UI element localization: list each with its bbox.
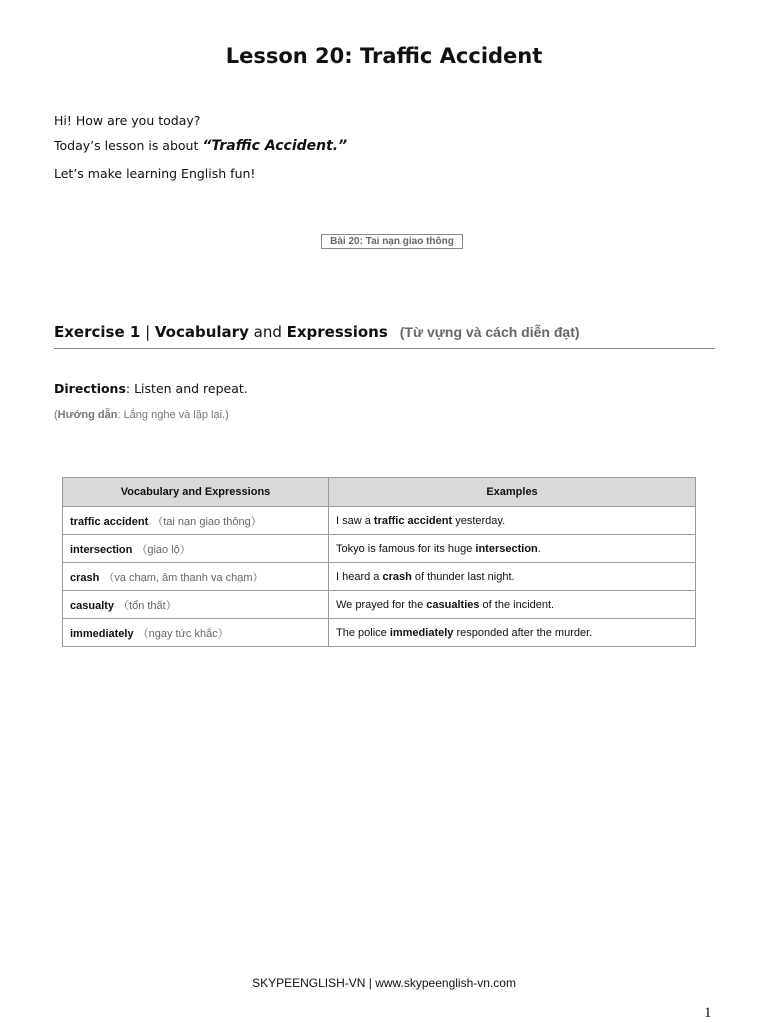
example-post: of the incident. xyxy=(479,598,555,611)
intro-motto: Let’s make learning English fun! xyxy=(54,166,256,181)
term-meaning: （tổn thất） xyxy=(118,599,177,612)
term: traffic accident xyxy=(70,515,149,528)
example-post: responded after the murder. xyxy=(453,626,593,639)
example-pre: Tokyo is famous for its huge xyxy=(336,542,476,555)
term-cell xyxy=(63,535,329,563)
example-pre: I saw a xyxy=(336,514,374,527)
page-title: Lesson 20: Traffic Accident xyxy=(225,44,543,68)
term-cell xyxy=(63,591,329,619)
term-meaning: （giao lộ） xyxy=(136,543,191,556)
directions-vi-text: : Lắng nghe và lặp lại. xyxy=(117,409,226,421)
page-footer: SKYPEENGLISH-VN | www.skypeenglish-vn.com xyxy=(252,976,516,990)
table-header-row xyxy=(63,478,696,507)
table-row xyxy=(63,535,696,563)
term-cell xyxy=(63,563,329,591)
table-row xyxy=(63,563,696,591)
example-pre: We prayed for the xyxy=(336,598,427,611)
exercise-word-vocabulary: Vocabulary xyxy=(154,323,249,341)
term-cell xyxy=(63,619,329,647)
directions-text: : Listen and repeat. xyxy=(125,381,248,396)
example-bold: casualties xyxy=(426,598,480,611)
directions-vietnamese xyxy=(54,409,229,421)
example-bold: immediately xyxy=(389,626,454,639)
intro-greeting: Hi! How are you today? xyxy=(54,113,201,128)
directions-vi-label: Hướng dẫn xyxy=(57,409,118,421)
exercise-heading xyxy=(54,323,715,349)
example-post: of thunder last night. xyxy=(411,570,515,583)
exercise-and: and xyxy=(248,323,287,341)
example-cell xyxy=(329,507,696,535)
example-cell xyxy=(329,563,696,591)
example-cell xyxy=(329,619,696,647)
page-number: 1 xyxy=(704,1005,712,1021)
intro-topic-line xyxy=(54,138,347,154)
example-pre: The police xyxy=(336,626,390,639)
term-meaning: （ngay tức khắc） xyxy=(137,627,229,640)
intro-topic: “Traffic Accident.” xyxy=(202,138,348,154)
term-meaning: （va chạm, âm thanh va chạm） xyxy=(103,571,264,584)
table-row xyxy=(63,507,696,535)
example-bold: intersection xyxy=(475,542,538,555)
table-row xyxy=(63,591,696,619)
term: crash xyxy=(70,571,100,584)
directions-label: Directions xyxy=(54,381,126,396)
example-post: . xyxy=(537,542,541,555)
term-meaning: （tai nạn giao thông） xyxy=(152,515,262,528)
table-row xyxy=(63,619,696,647)
example-post: yesterday. xyxy=(452,514,506,527)
example-cell xyxy=(329,591,696,619)
term: casualty xyxy=(70,599,115,612)
term-cell xyxy=(63,507,329,535)
directions-vi-open: ( xyxy=(54,409,58,421)
example-cell xyxy=(329,535,696,563)
header-vocabulary: Vocabulary and Expressions xyxy=(63,478,329,507)
example-bold: traffic accident xyxy=(373,514,453,527)
example-bold: crash xyxy=(382,570,412,583)
intro-topic-prefix: Today’s lesson is about xyxy=(54,138,203,153)
term: immediately xyxy=(70,627,134,640)
example-pre: I heard a xyxy=(336,570,383,583)
vocabulary-table xyxy=(62,477,696,647)
exercise-separator: | xyxy=(140,323,155,341)
exercise-vietnamese: (Từ vựng và cách diễn đạt) xyxy=(399,324,580,340)
term: intersection xyxy=(70,543,133,556)
directions xyxy=(54,381,248,396)
header-examples: Examples xyxy=(329,478,696,507)
vietnamese-title-caption: Bài 20: Tai nạn giao thông xyxy=(321,234,463,249)
exercise-word-expressions: Expressions xyxy=(286,323,388,341)
exercise-label: Exercise 1 xyxy=(54,323,141,341)
directions-vi-close: ) xyxy=(225,409,229,421)
